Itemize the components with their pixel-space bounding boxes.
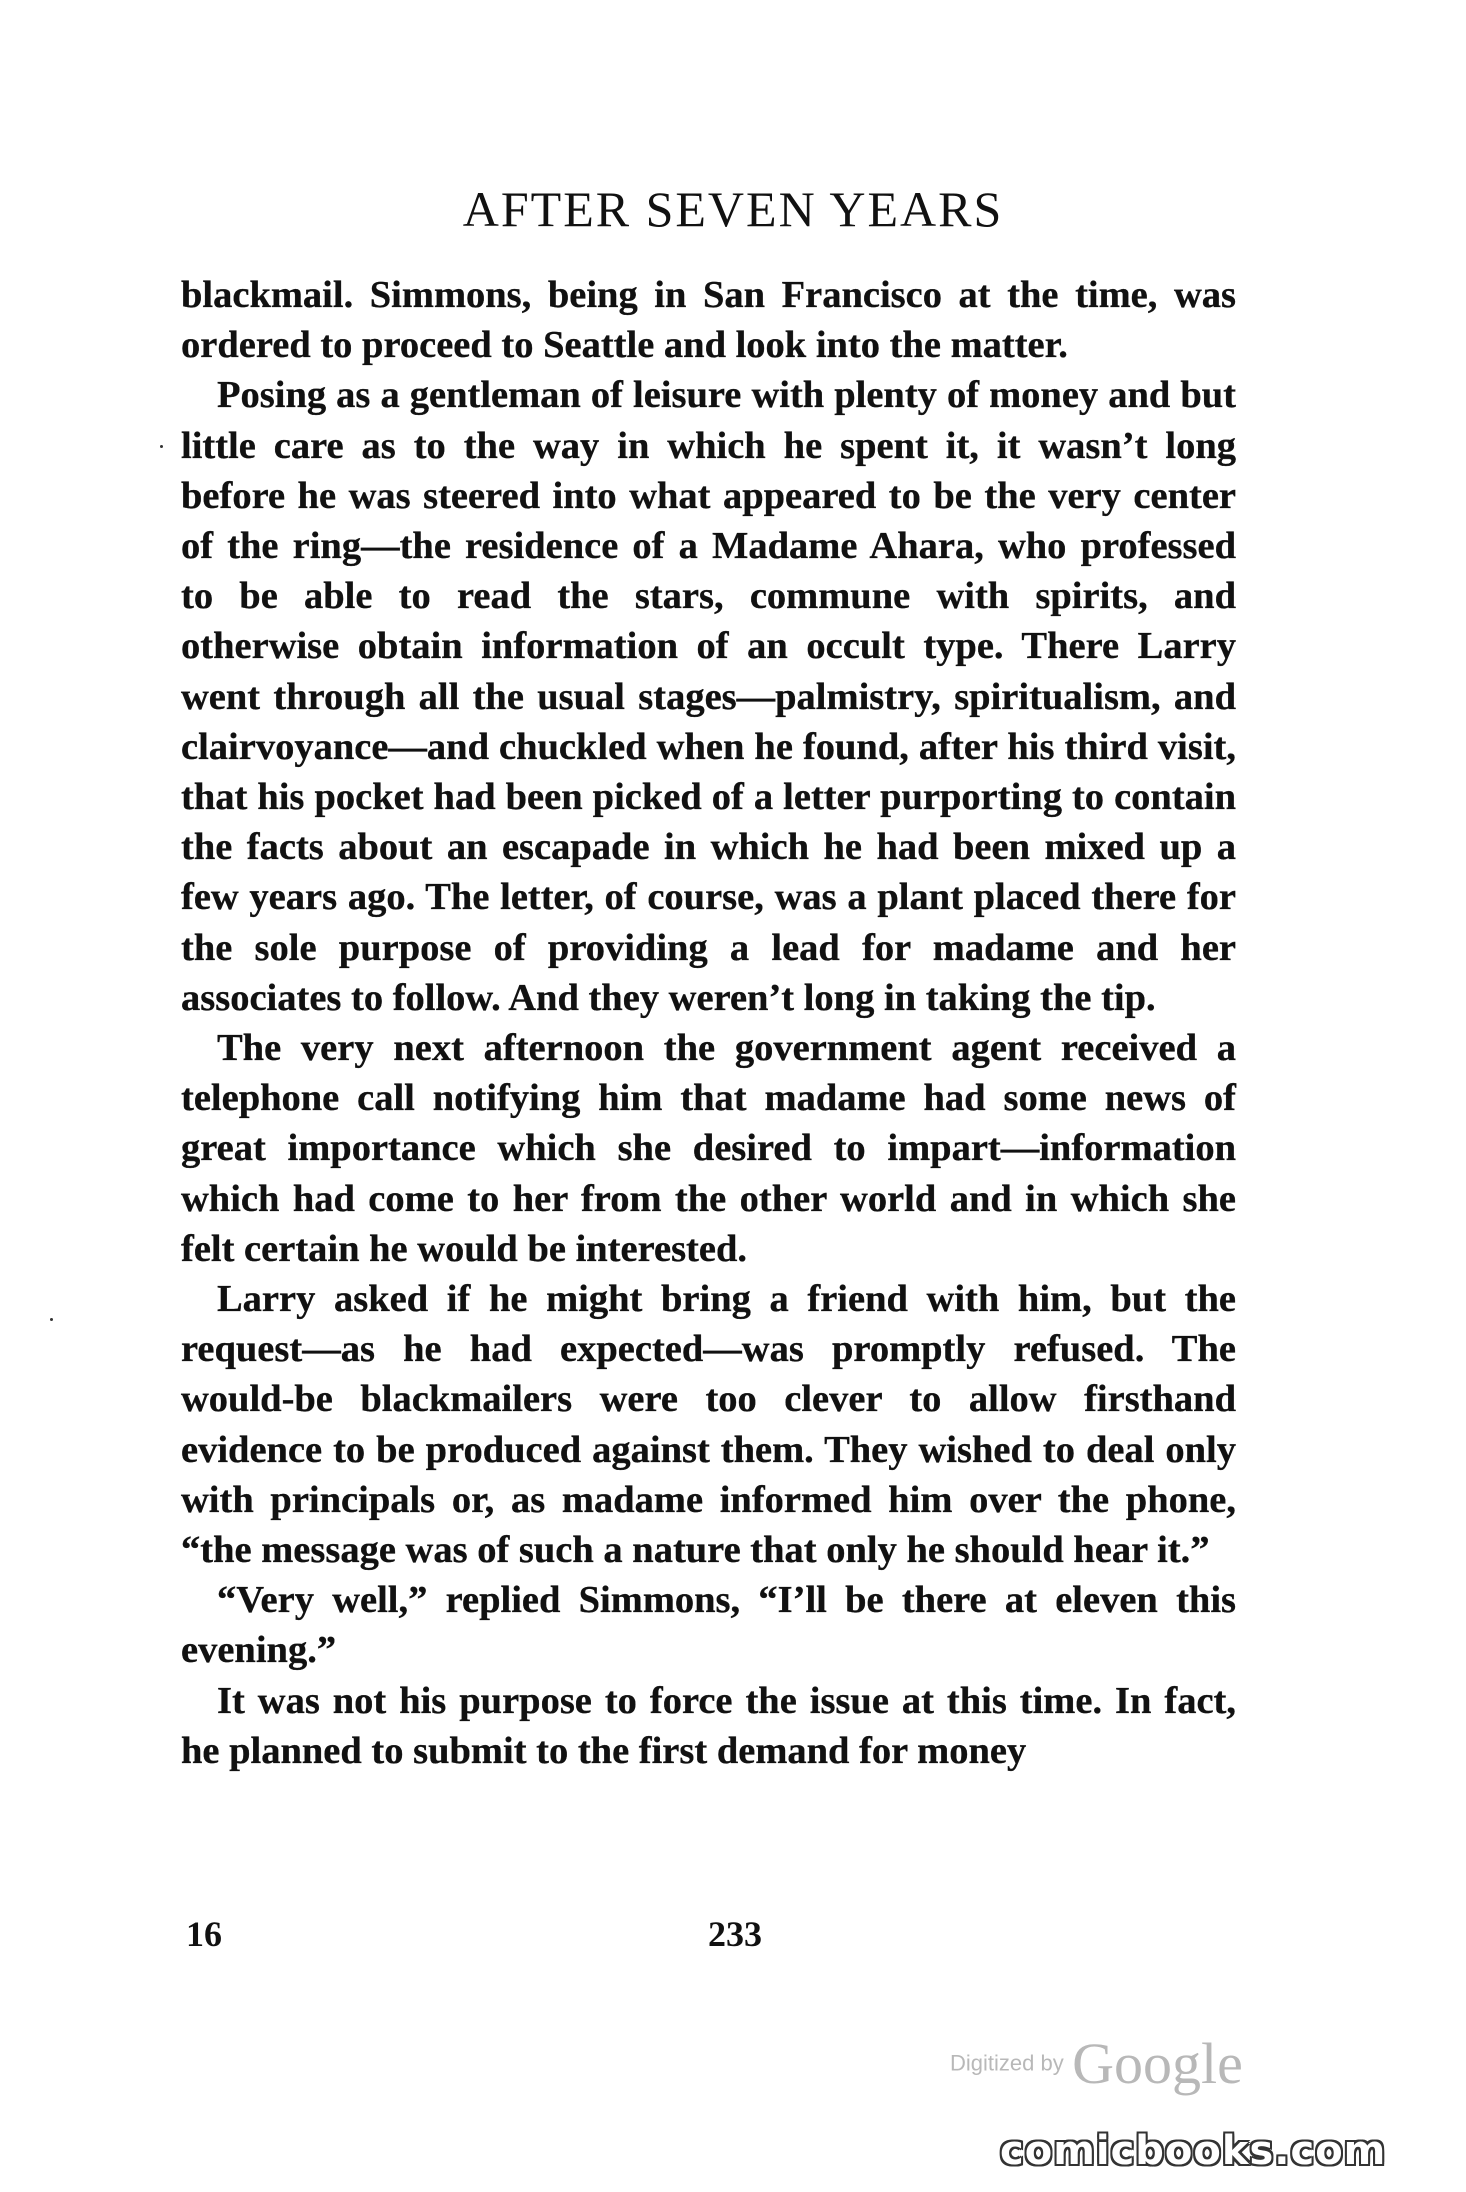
page-number: 233	[708, 1914, 762, 1954]
paragraph-4: Larry asked if he might bring a friend with him, but the request—as he had expected—was promptly refused. The would-be blackmailers were too clever to allow firsthand evidence to be produced against them. They wished to deal only with principals or, as madame informed him over the phone, “the message was of such a nature that only he should hear it.”	[181, 1278, 1236, 1572]
margin-speck	[50, 1318, 53, 1321]
paragraph-6: It was not his purpose to force the issue at this time. In fact, he planned to submit to the first demand for money	[181, 1679, 1236, 1772]
site-watermark: comicbooks.com	[1000, 2128, 1387, 2174]
running-title: AFTER SEVEN YEARS	[462, 181, 1004, 237]
body-text	[181, 270, 1236, 1776]
paragraph-1: blackmail. Simmons, being in San Francisco at the time, was ordered to proceed to Seattle and look into the matter.	[181, 274, 1236, 367]
digitized-by-google-stamp	[950, 2030, 1243, 2097]
paragraph-2: Posing as a gentleman of leisure with plenty of money and but little care as to the way in which he spent it, it wasn’t long before he was steered into what appeared to be the very center of the ring—the residence of a Madame Ahara, who professed to be able to read the stars, commune with spirits, and otherwise obtain information of an occult type. There Larry went through all the usual stages—palmistry, spiritualism, and clairvoyance—and chuckled when he found, after his third visit, that his pocket had been picked of a letter purporting to contain the facts about an escapade in which he had been mixed up a few years ago. The letter, of course, was a plant placed there for the sole purpose of providing a lead for madame and her associates to follow. And they weren’t long in taking the tip.	[181, 374, 1236, 1019]
signature-mark: 16	[186, 1914, 222, 1954]
paragraph-3: The very next afternoon the government agent received a telephone call notifying him that madame had some news of great importance which she desired to impart—information which had come to her from the other world and in which she felt certain he would be interested.	[181, 1027, 1236, 1270]
margin-speck	[160, 445, 163, 448]
digitized-prefix: Digitized by	[950, 2050, 1064, 2076]
paragraph-5: “Very well,” replied Simmons, “I’ll be there at eleven this evening.”	[181, 1579, 1236, 1672]
google-logo: Google	[1072, 2031, 1243, 2096]
